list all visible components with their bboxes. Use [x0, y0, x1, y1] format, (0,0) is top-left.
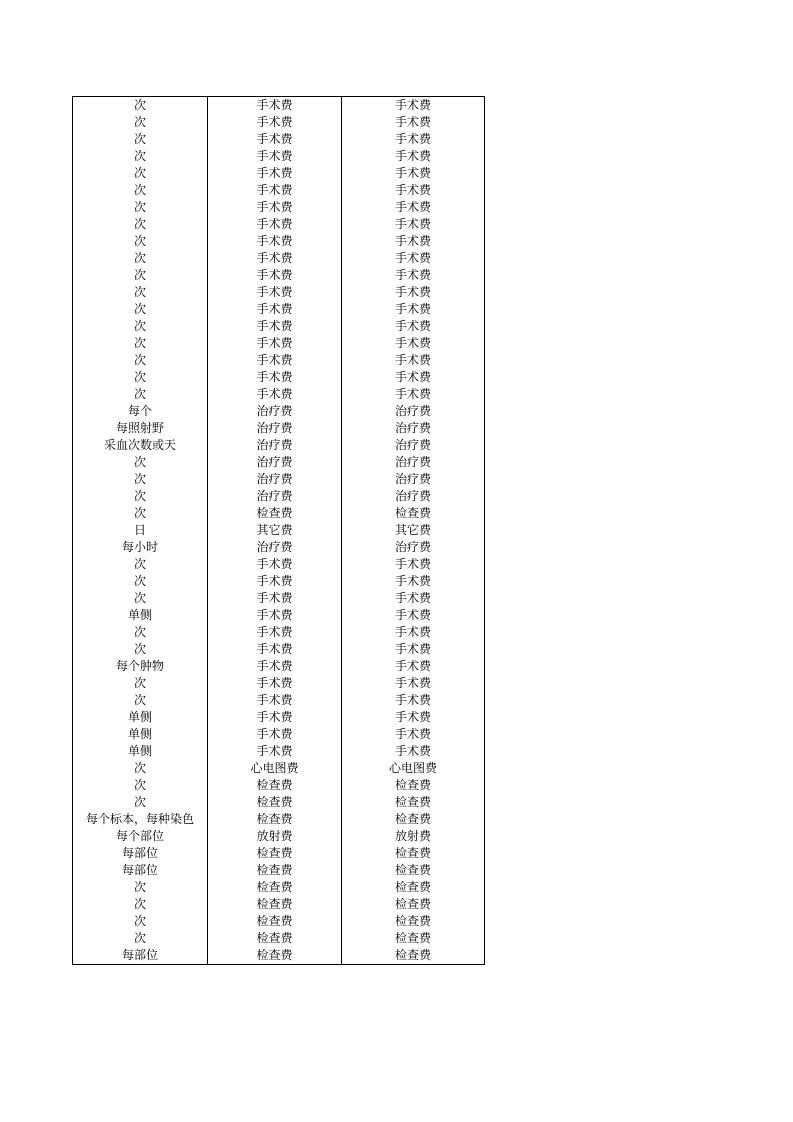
- category-cell: 手术费: [208, 182, 342, 199]
- category-cell: 手术费: [208, 318, 342, 335]
- table-row: [73, 216, 485, 233]
- category-cell: 手术费: [208, 250, 342, 267]
- table-row: [73, 709, 485, 726]
- subcategory-cell: 放射费: [342, 828, 485, 845]
- table-row: [73, 743, 485, 760]
- table-row: [73, 522, 485, 539]
- subcategory-cell: 手术费: [342, 199, 485, 216]
- table-row: [73, 896, 485, 913]
- subcategory-cell: 手术费: [342, 284, 485, 301]
- subcategory-cell: 手术费: [342, 148, 485, 165]
- subcategory-cell: 治疗费: [342, 437, 485, 454]
- category-cell: 手术费: [208, 131, 342, 148]
- unit-cell: 次: [73, 386, 208, 403]
- subcategory-cell: 检查费: [342, 947, 485, 965]
- unit-cell: 单侧: [73, 607, 208, 624]
- unit-cell: 次: [73, 454, 208, 471]
- category-cell: 检查费: [208, 811, 342, 828]
- unit-cell: 每个肿物: [73, 658, 208, 675]
- table-row: [73, 301, 485, 318]
- category-cell: 检查费: [208, 879, 342, 896]
- table-row: [73, 556, 485, 573]
- table-row: [73, 97, 485, 115]
- unit-cell: 次: [73, 794, 208, 811]
- category-cell: 手术费: [208, 556, 342, 573]
- unit-cell: 次: [73, 590, 208, 607]
- unit-cell: 次: [73, 352, 208, 369]
- category-cell: 手术费: [208, 607, 342, 624]
- category-cell: 手术费: [208, 641, 342, 658]
- subcategory-cell: 手术费: [342, 131, 485, 148]
- table-row: [73, 165, 485, 182]
- subcategory-cell: 手术费: [342, 386, 485, 403]
- table-row: [73, 828, 485, 845]
- table-row: [73, 658, 485, 675]
- table-row: [73, 284, 485, 301]
- table-row: [73, 811, 485, 828]
- table-row: [73, 777, 485, 794]
- unit-cell: 次: [73, 675, 208, 692]
- subcategory-cell: 手术费: [342, 590, 485, 607]
- subcategory-cell: 其它费: [342, 522, 485, 539]
- table-row: [73, 760, 485, 777]
- table-row: [73, 352, 485, 369]
- subcategory-cell: 手术费: [342, 216, 485, 233]
- category-cell: 治疗费: [208, 420, 342, 437]
- unit-cell: 次: [73, 641, 208, 658]
- unit-cell: 每小时: [73, 539, 208, 556]
- category-cell: 治疗费: [208, 403, 342, 420]
- unit-cell: 次: [73, 505, 208, 522]
- category-cell: 检查费: [208, 505, 342, 522]
- table-row: [73, 794, 485, 811]
- subcategory-cell: 检查费: [342, 930, 485, 947]
- category-cell: 手术费: [208, 590, 342, 607]
- unit-cell: 每个部位: [73, 828, 208, 845]
- category-cell: 检查费: [208, 896, 342, 913]
- subcategory-cell: 手术费: [342, 573, 485, 590]
- subcategory-cell: 检查费: [342, 879, 485, 896]
- category-cell: 放射费: [208, 828, 342, 845]
- table-row: [73, 471, 485, 488]
- unit-cell: 次: [73, 233, 208, 250]
- table-row: [73, 335, 485, 352]
- table-row: [73, 420, 485, 437]
- unit-cell: 单侧: [73, 709, 208, 726]
- subcategory-cell: 手术费: [342, 250, 485, 267]
- unit-cell: 次: [73, 896, 208, 913]
- unit-cell: 每部位: [73, 947, 208, 965]
- subcategory-cell: 检查费: [342, 896, 485, 913]
- category-cell: 检查费: [208, 794, 342, 811]
- unit-cell: 单侧: [73, 726, 208, 743]
- subcategory-cell: 检查费: [342, 505, 485, 522]
- subcategory-cell: 检查费: [342, 862, 485, 879]
- unit-cell: 每照射野: [73, 420, 208, 437]
- unit-cell: 次: [73, 556, 208, 573]
- category-cell: 手术费: [208, 709, 342, 726]
- subcategory-cell: 手术费: [342, 97, 485, 115]
- subcategory-cell: 手术费: [342, 114, 485, 131]
- unit-cell: 单侧: [73, 743, 208, 760]
- subcategory-cell: 检查费: [342, 913, 485, 930]
- table-row: [73, 947, 485, 965]
- unit-cell: 每部位: [73, 862, 208, 879]
- category-cell: 手术费: [208, 148, 342, 165]
- unit-cell: 次: [73, 471, 208, 488]
- fee-table: [72, 96, 485, 965]
- subcategory-cell: 手术费: [342, 369, 485, 386]
- unit-cell: 次: [73, 97, 208, 115]
- table-row: [73, 590, 485, 607]
- subcategory-cell: 手术费: [342, 165, 485, 182]
- subcategory-cell: 检查费: [342, 777, 485, 794]
- subcategory-cell: 手术费: [342, 675, 485, 692]
- table-row: [73, 624, 485, 641]
- table-row: [73, 913, 485, 930]
- category-cell: 手术费: [208, 97, 342, 115]
- category-cell: 手术费: [208, 743, 342, 760]
- subcategory-cell: 手术费: [342, 352, 485, 369]
- subcategory-cell: 治疗费: [342, 488, 485, 505]
- table-row: [73, 369, 485, 386]
- unit-cell: 次: [73, 199, 208, 216]
- table-row: [73, 437, 485, 454]
- unit-cell: 次: [73, 284, 208, 301]
- table-row: [73, 267, 485, 284]
- subcategory-cell: 心电图费: [342, 760, 485, 777]
- subcategory-cell: 手术费: [342, 318, 485, 335]
- unit-cell: 次: [73, 148, 208, 165]
- unit-cell: 每个标本，每种染色: [73, 811, 208, 828]
- unit-cell: 次: [73, 182, 208, 199]
- unit-cell: 次: [73, 913, 208, 930]
- table-row: [73, 233, 485, 250]
- category-cell: 检查费: [208, 930, 342, 947]
- subcategory-cell: 手术费: [342, 658, 485, 675]
- table-row: [73, 403, 485, 420]
- subcategory-cell: 手术费: [342, 335, 485, 352]
- subcategory-cell: 手术费: [342, 267, 485, 284]
- category-cell: 手术费: [208, 692, 342, 709]
- table-row: [73, 148, 485, 165]
- table-row: [73, 182, 485, 199]
- table-row: [73, 505, 485, 522]
- category-cell: 手术费: [208, 658, 342, 675]
- table-row: [73, 607, 485, 624]
- table-row: [73, 386, 485, 403]
- category-cell: 检查费: [208, 913, 342, 930]
- table-row: [73, 539, 485, 556]
- category-cell: 治疗费: [208, 488, 342, 505]
- category-cell: 手术费: [208, 216, 342, 233]
- unit-cell: 次: [73, 369, 208, 386]
- unit-cell: 次: [73, 624, 208, 641]
- subcategory-cell: 手术费: [342, 301, 485, 318]
- category-cell: 手术费: [208, 233, 342, 250]
- category-cell: 手术费: [208, 675, 342, 692]
- unit-cell: 次: [73, 692, 208, 709]
- unit-cell: 次: [73, 131, 208, 148]
- subcategory-cell: 手术费: [342, 743, 485, 760]
- subcategory-cell: 治疗费: [342, 471, 485, 488]
- category-cell: 检查费: [208, 845, 342, 862]
- category-cell: 其它费: [208, 522, 342, 539]
- subcategory-cell: 手术费: [342, 692, 485, 709]
- table-row: [73, 930, 485, 947]
- unit-cell: 次: [73, 930, 208, 947]
- category-cell: 治疗费: [208, 437, 342, 454]
- category-cell: 手术费: [208, 199, 342, 216]
- unit-cell: 每个: [73, 403, 208, 420]
- unit-cell: 次: [73, 777, 208, 794]
- category-cell: 检查费: [208, 777, 342, 794]
- subcategory-cell: 手术费: [342, 726, 485, 743]
- category-cell: 手术费: [208, 114, 342, 131]
- category-cell: 治疗费: [208, 539, 342, 556]
- subcategory-cell: 手术费: [342, 233, 485, 250]
- subcategory-cell: 检查费: [342, 811, 485, 828]
- subcategory-cell: 检查费: [342, 794, 485, 811]
- unit-cell: 采血次数或天: [73, 437, 208, 454]
- subcategory-cell: 治疗费: [342, 539, 485, 556]
- fee-table-body: [73, 97, 485, 965]
- table-row: [73, 692, 485, 709]
- unit-cell: 日: [73, 522, 208, 539]
- category-cell: 手术费: [208, 386, 342, 403]
- category-cell: 手术费: [208, 301, 342, 318]
- category-cell: 手术费: [208, 624, 342, 641]
- subcategory-cell: 检查费: [342, 845, 485, 862]
- table-row: [73, 675, 485, 692]
- category-cell: 检查费: [208, 862, 342, 879]
- subcategory-cell: 手术费: [342, 641, 485, 658]
- table-row: [73, 845, 485, 862]
- category-cell: 心电图费: [208, 760, 342, 777]
- category-cell: 手术费: [208, 369, 342, 386]
- unit-cell: 次: [73, 879, 208, 896]
- table-row: [73, 250, 485, 267]
- table-row: [73, 879, 485, 896]
- table-row: [73, 318, 485, 335]
- table-row: [73, 573, 485, 590]
- unit-cell: 次: [73, 335, 208, 352]
- subcategory-cell: 手术费: [342, 182, 485, 199]
- category-cell: 手术费: [208, 284, 342, 301]
- subcategory-cell: 治疗费: [342, 454, 485, 471]
- category-cell: 治疗费: [208, 471, 342, 488]
- unit-cell: 每部位: [73, 845, 208, 862]
- category-cell: 检查费: [208, 947, 342, 965]
- table-row: [73, 862, 485, 879]
- table-row: [73, 114, 485, 131]
- unit-cell: 次: [73, 318, 208, 335]
- category-cell: 手术费: [208, 165, 342, 182]
- category-cell: 手术费: [208, 335, 342, 352]
- table-row: [73, 726, 485, 743]
- table-row: [73, 454, 485, 471]
- category-cell: 手术费: [208, 726, 342, 743]
- unit-cell: 次: [73, 301, 208, 318]
- unit-cell: 次: [73, 114, 208, 131]
- subcategory-cell: 手术费: [342, 556, 485, 573]
- subcategory-cell: 手术费: [342, 607, 485, 624]
- unit-cell: 次: [73, 267, 208, 284]
- table-row: [73, 488, 485, 505]
- unit-cell: 次: [73, 216, 208, 233]
- category-cell: 手术费: [208, 352, 342, 369]
- subcategory-cell: 治疗费: [342, 403, 485, 420]
- subcategory-cell: 手术费: [342, 624, 485, 641]
- unit-cell: 次: [73, 488, 208, 505]
- category-cell: 治疗费: [208, 454, 342, 471]
- subcategory-cell: 手术费: [342, 709, 485, 726]
- table-row: [73, 641, 485, 658]
- unit-cell: 次: [73, 250, 208, 267]
- unit-cell: 次: [73, 573, 208, 590]
- subcategory-cell: 治疗费: [342, 420, 485, 437]
- category-cell: 手术费: [208, 267, 342, 284]
- category-cell: 手术费: [208, 573, 342, 590]
- table-row: [73, 199, 485, 216]
- unit-cell: 次: [73, 165, 208, 182]
- table-row: [73, 131, 485, 148]
- unit-cell: 次: [73, 760, 208, 777]
